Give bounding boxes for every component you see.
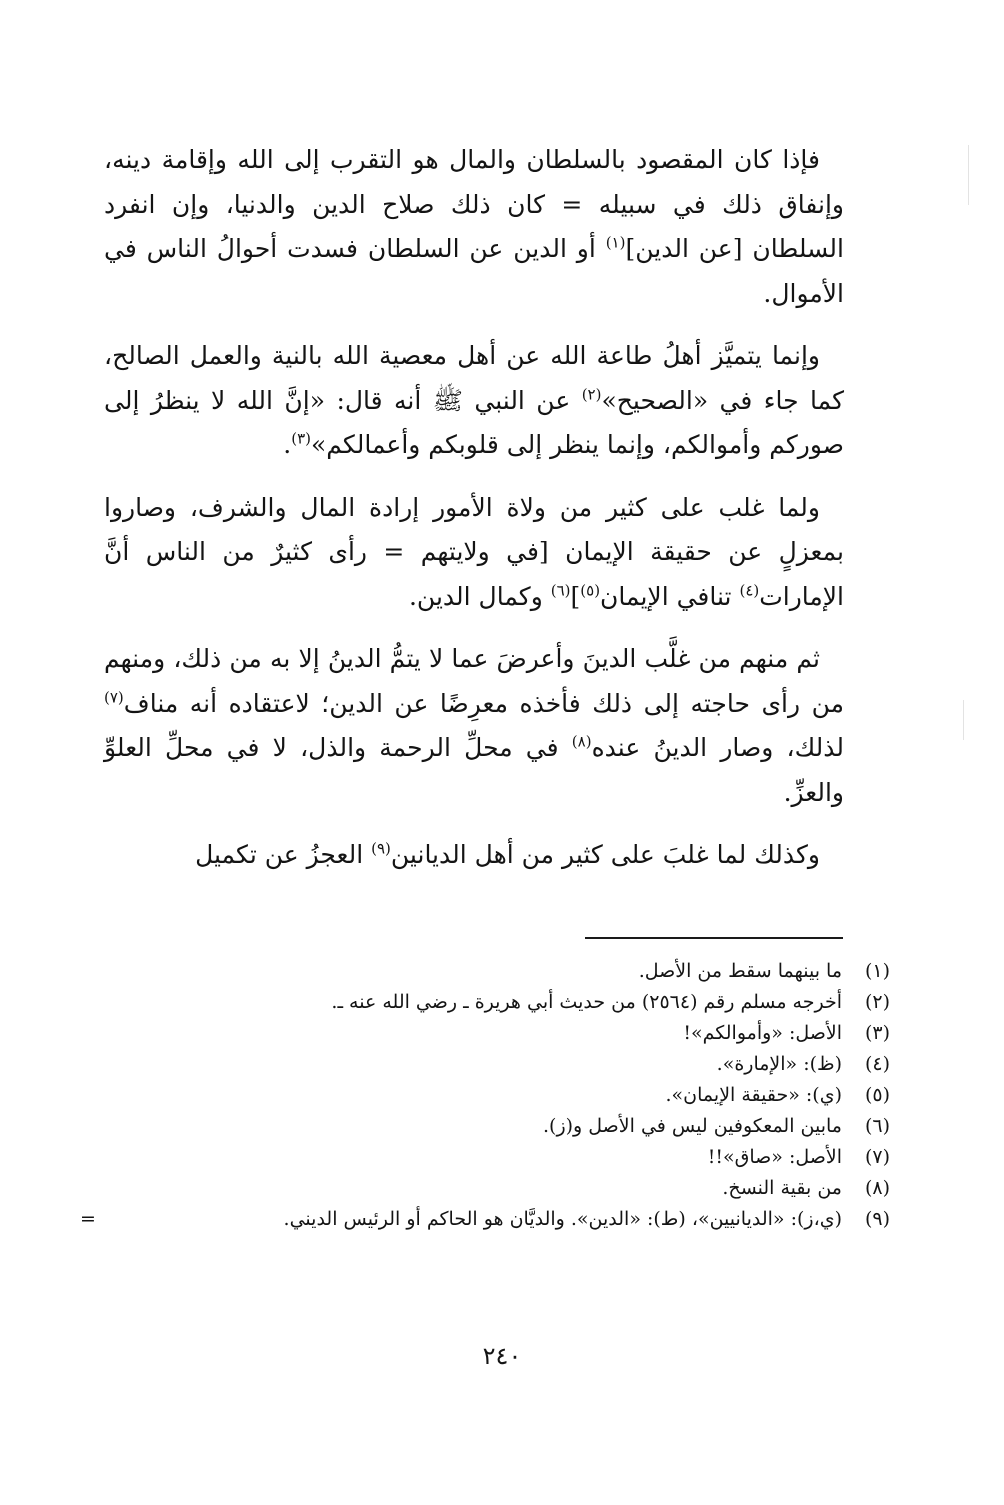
footnote-reference: (٣) <box>291 429 311 448</box>
body-paragraph <box>104 486 844 620</box>
footnote-number: (٧) <box>864 1146 890 1168</box>
footnote-number: (١) <box>864 960 890 982</box>
footnote-text: مابين المعكوفين ليس في الأصل و(ز). <box>543 1115 842 1137</box>
scan-edge-mark <box>963 700 964 740</box>
footnotes <box>80 956 890 1235</box>
paragraph-text: العجزُ عن تكميل <box>195 840 372 869</box>
footnote-item <box>80 1173 890 1204</box>
paragraph-text: ] <box>570 581 581 611</box>
footnote-item <box>80 1111 890 1142</box>
paragraph-text: ولما غلب على كثير من ولاة الأمور إرادة المال والشرف، وصاروا بمعزلٍ عن حقيقة الإيمان [في ولايتهم = رأى كثيرٌ من الناس أنَّ الإمارات <box>104 492 844 611</box>
paragraph-text: أو الدين عن السلطان فسدت أحوالُ الناس في الأموال. <box>104 234 844 308</box>
footnote-reference: (٩) <box>371 839 391 858</box>
footnote-text: (ي): «حقيقة الإيمان». <box>665 1084 842 1106</box>
footnote-number: (٤) <box>864 1053 890 1075</box>
footnote-reference: (٥) <box>580 581 601 600</box>
footnote-reference: (٦) <box>550 581 571 600</box>
body-paragraph <box>104 138 844 316</box>
paragraph-text: . <box>283 430 292 459</box>
footnote-number: (٦) <box>864 1115 890 1137</box>
footnote-number: (٣) <box>864 1022 890 1044</box>
footnote-item <box>80 956 890 987</box>
footnote-text: (ظ): «الإمارة». <box>716 1053 842 1075</box>
footnote-reference: (١) <box>605 233 626 252</box>
footnote-number: (٢) <box>864 991 890 1013</box>
footnote-text: الأصل: «وأموالكم»! <box>683 1022 842 1044</box>
paragraph-text: وكذلك لما غلبَ على كثير من أهل الديانين <box>390 840 820 869</box>
footnote-item <box>80 1018 890 1049</box>
footnote-item <box>80 987 890 1018</box>
footnote-item <box>80 1080 890 1111</box>
footnote-separator <box>585 937 843 939</box>
paragraph-text: ثم منهم من غلَّب الدينَ وأعرضَ عما لا يتمُّ الدينُ إلا به من ذلك، ومنهم من رأى حاجته إلى ذلك فأخذه معرِضًا عن الدين؛ لاعتقاده أنه مناف <box>104 644 844 718</box>
paragraph-text: في محلِّ الرحمة والذل، لا في محلِّ العلوِّ والعزِّ. <box>104 733 844 807</box>
paragraph-text: فإذا كان المقصود بالسلطان والمال هو التقرب إلى الله وإقامة دينه، وإنفاق ذلك في سبيله = كان ذلك صلاح الدين والدنيا، وإن انفرد السلطان [عن الدين] <box>104 145 844 263</box>
footnote-text: (ي،ز): «الديانيين»، (ط): «الدين». والديَّان هو الحاكم أو الرئيس الديني. <box>283 1208 842 1230</box>
footnote-reference: (٤) <box>739 581 760 600</box>
body-paragraph <box>104 833 844 878</box>
footnote-reference: (٧) <box>104 688 124 707</box>
footnote-text: من بقية النسخ. <box>722 1177 842 1199</box>
page-number: ٢٤٠ <box>482 1342 522 1370</box>
footnote-number: (٨) <box>864 1177 890 1199</box>
footnote-item <box>80 1204 890 1235</box>
body-paragraph <box>104 637 844 815</box>
footnote-number: (٩) <box>864 1208 890 1230</box>
footnote-item <box>80 1142 890 1173</box>
paragraph-text: وكمال الدين. <box>408 581 551 611</box>
scan-edge-mark <box>968 145 969 205</box>
footnote-continuation-mark: = <box>80 1208 96 1230</box>
paragraph-text: عن النبي ﷺ أنه قال: «إنَّ الله لا ينظرُ إلى صوركم وأموالكم، وإنما ينظر إلى قلوبكم وأعمالكم» <box>104 385 844 459</box>
body-paragraph <box>104 334 844 468</box>
paragraph-text: تنافي الإيمان <box>600 581 740 611</box>
footnote-item <box>80 1049 890 1080</box>
footnote-text: الأصل: «صاق»!! <box>707 1146 842 1168</box>
paragraph-text: وإنما يتميَّز أهلُ طاعة الله عن أهل معصية الله بالنية والعمل الصالح، كما جاء في «الصحيح» <box>104 341 844 415</box>
footnote-text: ما بينهما سقط من الأصل. <box>638 960 842 982</box>
footnote-reference: (٢) <box>581 385 602 404</box>
footnote-text: أخرجه مسلم رقم (٢٥٦٤) من حديث أبي هريرة ـ رضي الله عنه ـ. <box>331 991 842 1013</box>
paragraph-text: لذلك، وصار الدينُ عنده <box>591 733 845 762</box>
footnote-number: (٥) <box>864 1084 890 1106</box>
footnote-reference: (٨) <box>571 732 592 751</box>
main-text <box>104 138 844 878</box>
